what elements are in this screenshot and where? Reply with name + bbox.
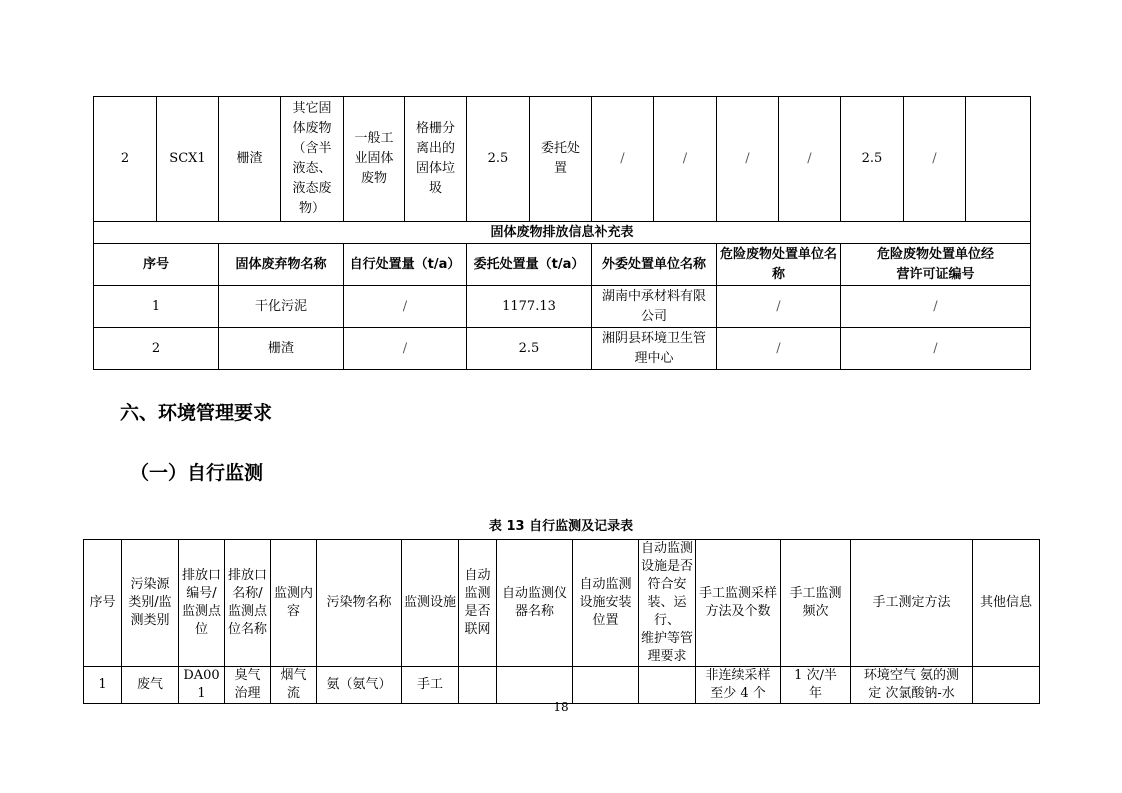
cell-code: SCX1 [157,97,219,222]
row-no: 2 [94,328,219,370]
header-source-type: 污染源 类别/监 测类别 [122,540,179,667]
section-title: 六、环境管理要求 [120,402,273,424]
page-number: 18 [553,700,569,714]
row-manual-freq: 1 次/半 年 [781,667,851,704]
monitor-header-row [84,540,1040,667]
header-self-disposal: 自行处置量（t/a） [344,244,467,286]
header-no: 序号 [94,244,219,286]
row-entrust: 1177.13 [467,286,592,328]
cell-c11: / [717,97,779,222]
header-outlet-no: 排放口 编号/ 监测点 位 [179,540,225,667]
row-networked [459,667,497,704]
header-manual-freq: 手工监测 频次 [781,540,851,667]
row-manual-method: 非连续采样 至少 4 个 [696,667,781,704]
cell-name: 栅渣 [219,97,281,222]
header-networked: 自动 监测 是否 联网 [459,540,497,667]
table-caption: 表 13 自行监测及记录表 [488,519,634,534]
row-compliance [639,667,696,704]
table-row [94,328,1031,370]
header-hazard-license: 危险废物处置单位经 营许可证编号 [841,244,1031,286]
row-unit: 湘阴县环境卫生管 理中心 [592,328,717,370]
header-no: 序号 [84,540,122,667]
row-facility: 手工 [402,667,459,704]
row-hazard-name: / [717,286,841,328]
row-no: 1 [84,667,122,704]
row-content: 烟气 流 [271,667,317,704]
header-pollutant: 污染物名称 [317,540,402,667]
cell-type: 一般工 业固体 废物 [344,97,405,222]
header-facility: 监测设施 [402,540,459,667]
row-outlet-name: 臭气 治理 [225,667,271,704]
cell-c14: / [904,97,966,222]
row-name: 栅渣 [219,328,344,370]
header-manual-method: 手工监测采样 方法及个数 [696,540,781,667]
self-monitoring-table [83,539,1040,704]
row-entrust: 2.5 [467,328,592,370]
cell-category: 其它固 体废物 （含半 液态、 液态废 物） [281,97,344,222]
supplement-header-row [94,244,1031,286]
cell-c15 [966,97,1031,222]
table-row [94,97,1031,222]
row-outlet-no: DA00 1 [179,667,225,704]
table-row [94,286,1031,328]
header-measure-method: 手工测定方法 [851,540,973,667]
header-external-unit: 外委处置单位名称 [592,244,717,286]
row-source-type: 废气 [122,667,179,704]
cell-amount: 2.5 [467,97,530,222]
row-hazard-license: / [841,286,1031,328]
cell-method: 委托处 置 [530,97,592,222]
row-no: 1 [94,286,219,328]
header-hazard-unit-name: 危险废物处置单位名 称 [717,244,841,286]
cell-source: 格栅分 离出的 固体垃 圾 [405,97,467,222]
cell-c9: / [592,97,654,222]
row-hazard-license: / [841,328,1031,370]
header-outlet-name: 排放口 名称/ 监测点 位名称 [225,540,271,667]
subsection-title: （一）自行监测 [130,462,264,484]
header-entrusted-disposal: 委托处置量（t/a） [467,244,592,286]
row-instrument [497,667,573,704]
row-name: 干化污泥 [219,286,344,328]
row-hazard-name: / [717,328,841,370]
header-other: 其他信息 [973,540,1040,667]
supplement-title-row [94,222,1031,244]
cell-c10: / [654,97,717,222]
header-compliance: 自动监测 设施是否 符合安 装、运行、 维护等管 理要求 [639,540,696,667]
table-row [84,667,1040,704]
header-waste-name: 固体废弃物名称 [219,244,344,286]
solid-waste-table [93,96,1031,370]
header-content: 监测内 容 [271,540,317,667]
row-measure-method: 环境空气 氨的测 定 次氯酸钠-水 [851,667,973,704]
cell-no: 2 [94,97,157,222]
row-unit: 湖南中承材料有限 公司 [592,286,717,328]
row-install-pos [573,667,639,704]
row-other [973,667,1040,704]
row-self: / [344,286,467,328]
cell-c13: 2.5 [841,97,904,222]
row-self: / [344,328,467,370]
row-pollutant: 氨（氨气） [317,667,402,704]
header-install-pos: 自动监测 设施安装 位置 [573,540,639,667]
supplement-title: 固体废物排放信息补充表 [94,222,1031,244]
cell-c12: / [779,97,841,222]
header-instrument: 自动监测仪 器名称 [497,540,573,667]
